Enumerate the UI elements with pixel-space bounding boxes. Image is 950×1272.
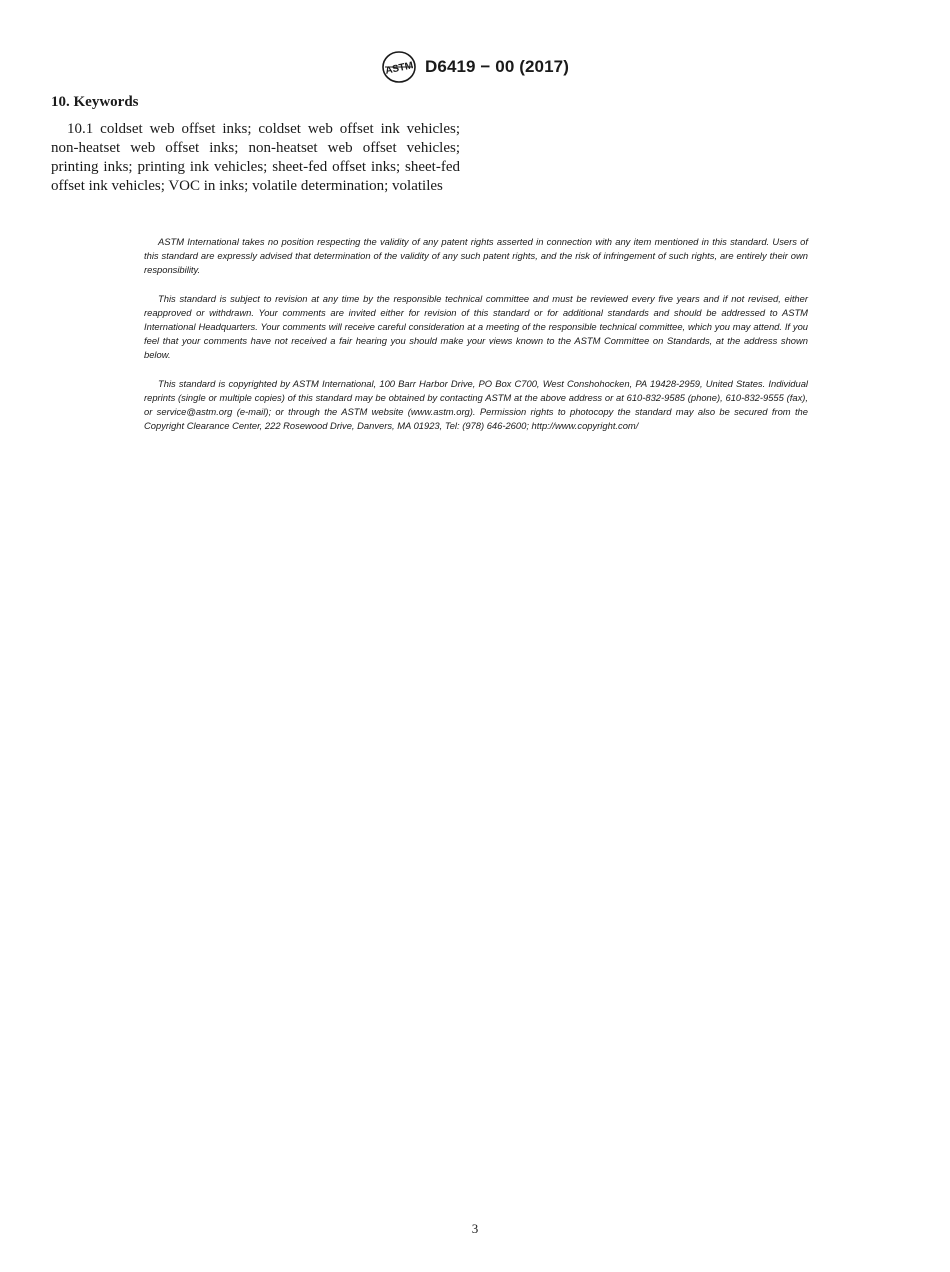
legal-notices [144,235,808,449]
copyright-notice: This standard is copyrighted by ASTM International, 100 Barr Harbor Drive, PO Box C700, West Conshohocken, PA 19428-2959, United States. Individual reprints (single or multiple copies) of this standard may be obtained by contacting ASTM at the above address or at 610-832-9585 (phone), 610-832-9555 (fax), or service@astm.org (e-mail); or through the ASTM website (www.astm.org). Permission rights to photocopy the standard may also be secured from the Copyright Clearance Center, 222 Rosewood Drive, Danvers, MA 01923, Tel: (978) 646-2600; http://www.copyright.com/ [144,378,808,431]
page-number: 3 [471,1221,479,1236]
standard-designation: D6419 − 00 (2017) [425,57,569,76]
keywords-paragraph: 10.1 coldset web offset inks; coldset web offset ink vehicles; non-heatset web offset inks; non-heatset web offset vehicles; printing inks; printing ink vehicles; sheet-fed offset inks; sheet-fed offset ink vehicles; VOC in inks; volatile determination; volatiles [51,121,460,194]
patent-notice: ASTM International takes no position respecting the validity of any patent rights asserted in connection with any item mentioned in this standard. Users of this standard are expressly advised that determination of the validity of any such patent rights, and the risk of infringement of such rights, are entirely their own responsibility. [144,236,808,275]
astm-logo-icon [381,50,417,84]
section-heading: 10. Keywords [51,94,139,110]
svg-text:ASTM: ASTM [384,60,415,77]
page-header [0,50,950,84]
revision-notice: This standard is subject to revision at any time by the responsible technical committee and must be reviewed every five years and if not revised, either reapproved or withdrawn. Your comments are invited either for revision of this standard or for additional standards and should be addressed to ASTM International Headquarters. Your comments will receive careful consideration at a meeting of the responsible technical committee, which you may attend. If you feel that your comments have not received a fair hearing you should make your views known to the ASTM Committee on Standards, at the address shown below. [144,293,808,360]
